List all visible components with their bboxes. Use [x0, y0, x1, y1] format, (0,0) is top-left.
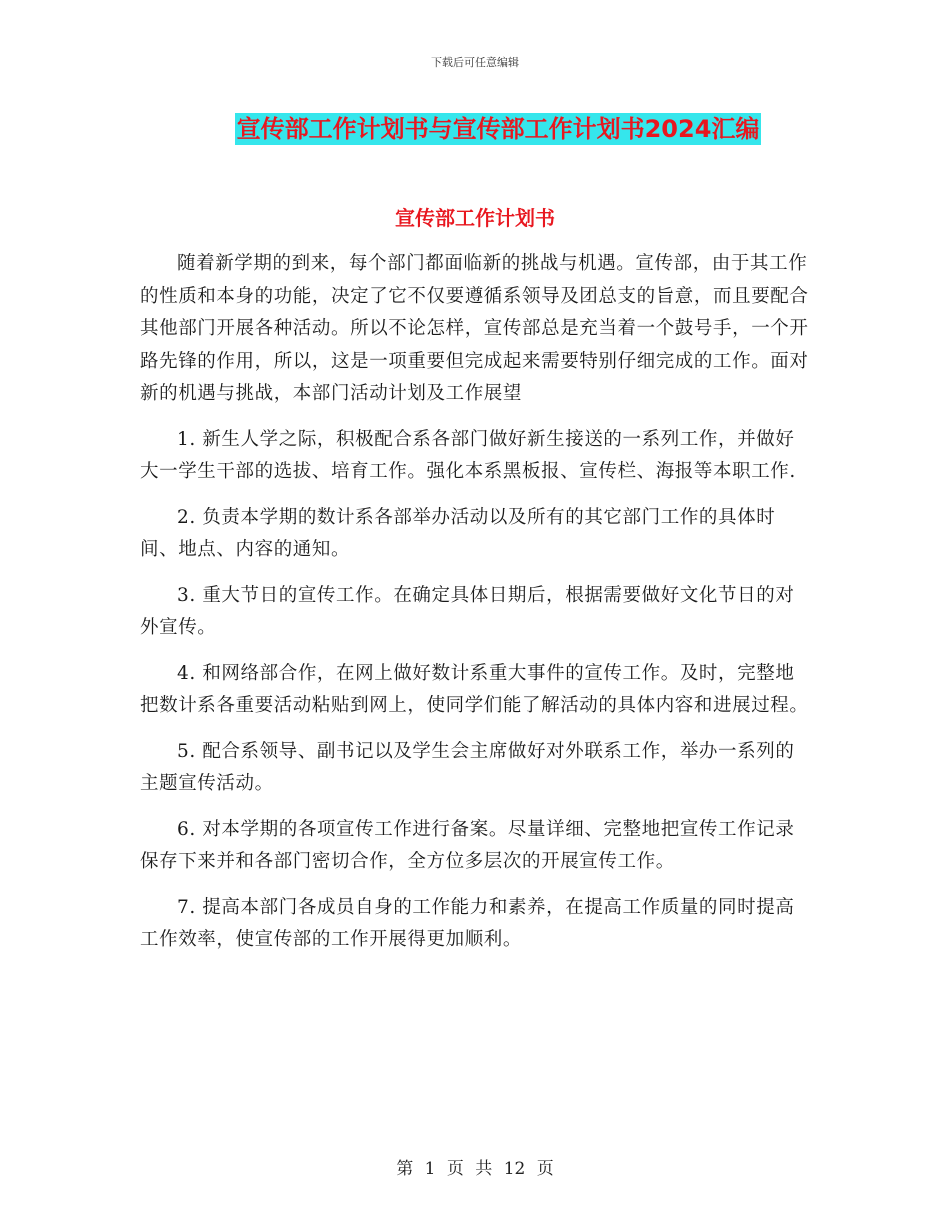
paragraph-item-7: 7. 提高本部门各成员自身的工作能力和素养，在提高工作质量的同时提高工作效率，使宣传部的工作开展得更加顺利。	[140, 896, 795, 950]
paragraph-item-5: 5. 配合系领导、副书记以及学生会主席做好对外联系工作，举办一系列的主题宣传活动。	[140, 740, 795, 794]
page-header-note: 下载后可任意编辑	[431, 56, 519, 69]
paragraph-item-4: 4. 和网络部合作，在网上做好数计系重大事件的宣传工作。及时，完整地把数计系各重要活动粘贴到网上，使同学们能了解活动的具体内容和进展过程。	[140, 662, 809, 716]
document-title: 宣传部工作计划书与宣传部工作计划书2024汇编	[236, 115, 760, 143]
document-title-container	[0, 113, 950, 145]
paragraph-intro: 随着新学期的到来，每个部门都面临新的挑战与机遇。宣传部，由于其工作的性质和本身的功能，决定了它不仅要遵循系领导及团总支的旨意，而且要配合其他部门开展各种活动。所以不论怎样，宣传部总是充当着一个鼓号手，一个开路先锋的作用，所以，这是一项重要但完成起来需要特别仔细完成的工作。面对新的机遇与挑战，本部门活动计划及工作展望	[140, 253, 809, 404]
paragraph-item-6: 6. 对本学期的各项宣传工作进行备案。尽量详细、完整地把宣传工作记录保存下来并和各部门密切合作，全方位多层次的开展宣传工作。	[140, 818, 795, 872]
paragraph-item-2: 2. 负责本学期的数计系各部举办活动以及所有的其它部门工作的具体时间、地点、内容的通知。	[140, 506, 776, 560]
document-body	[140, 248, 810, 970]
page-footer-number: 第 1 页 共 12 页	[396, 1159, 554, 1179]
paragraph-item-3: 3. 重大节日的宣传工作。在确定具体日期后，根据需要做好文化节日的对外宣传。	[140, 584, 795, 638]
section-title: 宣传部工作计划书	[395, 206, 555, 230]
paragraph-item-1: 1. 新生人学之际，积极配合系各部门做好新生接送的一系列工作，并做好大一学生干部的选拔、培育工作。强化本系黑板报、宣传栏、海报等本职工作.	[140, 428, 796, 482]
